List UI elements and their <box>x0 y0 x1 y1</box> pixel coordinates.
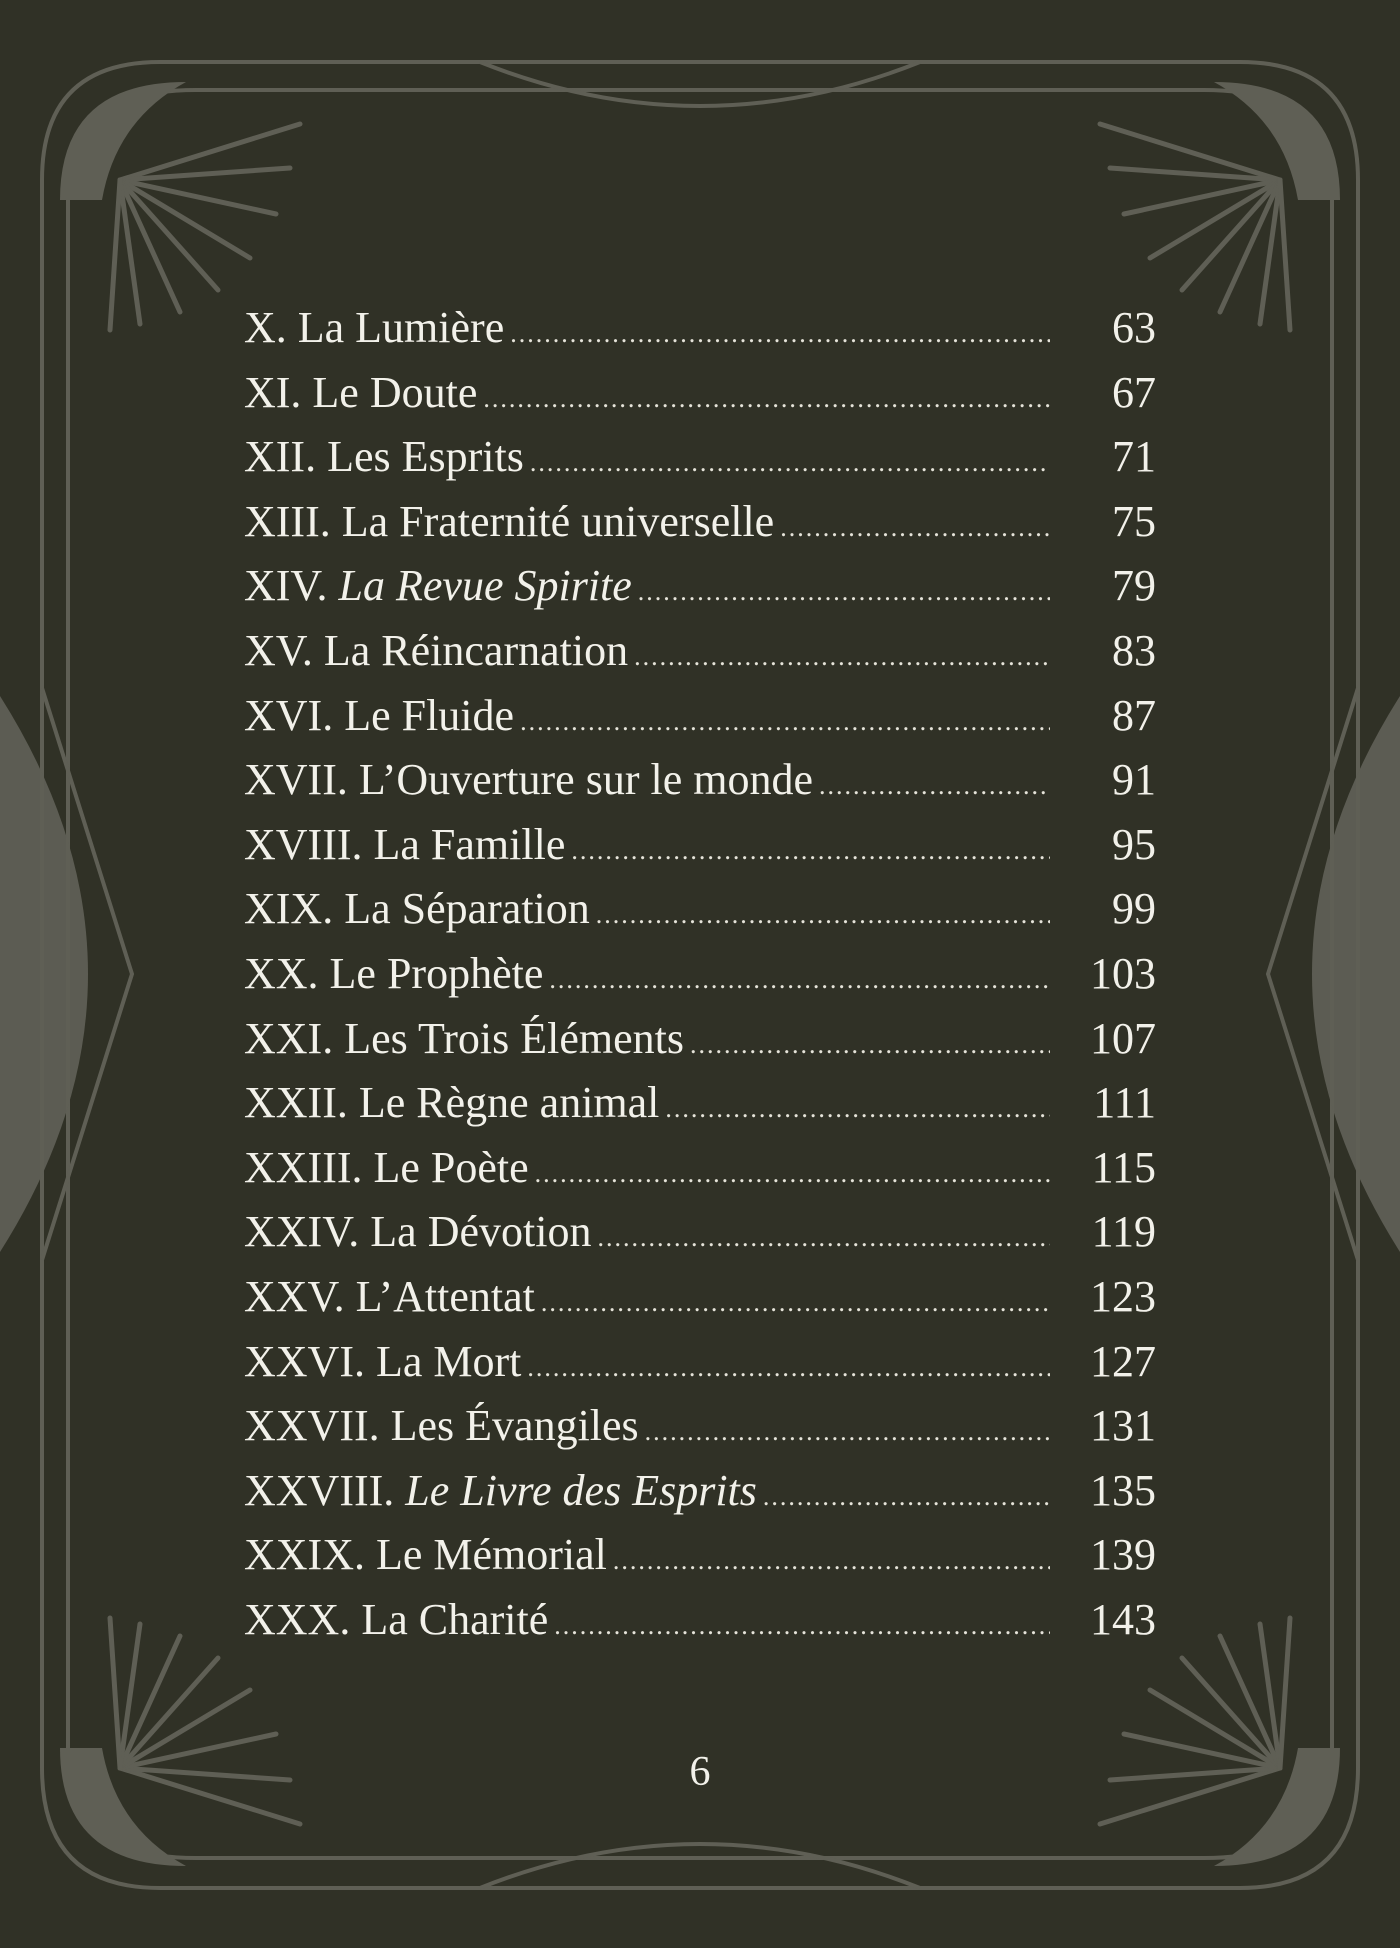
toc-entry-title-italic: Le Livre des Esprits <box>405 1465 757 1515</box>
toc-dot-leader <box>549 948 1050 1013</box>
toc-entry-title: XIII. La Fraternité universelle <box>244 496 775 546</box>
toc-entry <box>244 1265 1156 1330</box>
toc-dot-leader <box>527 1336 1050 1401</box>
toc-entry <box>244 1200 1156 1265</box>
toc-entry-page: 107 <box>1090 1013 1156 1063</box>
toc-entry-title: XVI. Le Fluide <box>244 690 515 740</box>
toc-entry-page: 63 <box>1112 303 1156 352</box>
right-halfmoon <box>1312 696 1400 1252</box>
toc-entry-page: 123 <box>1090 1271 1156 1321</box>
toc-entry-title-number: XXVIII. <box>244 1465 406 1515</box>
toc-entry-page: 71 <box>1112 432 1156 482</box>
toc-entry-title: XV. La Réincarnation <box>244 625 629 675</box>
toc-entry-page: 139 <box>1090 1530 1156 1580</box>
toc-entry-title: XXX. La Charité <box>244 1594 549 1644</box>
toc-dot-leader <box>780 496 1050 561</box>
page-number: 6 <box>689 1749 711 1795</box>
toc-entry <box>244 1330 1156 1395</box>
toc-dot-leader <box>530 431 1050 496</box>
toc-entry <box>244 1523 1156 1588</box>
toc-entry-page: 75 <box>1112 496 1156 546</box>
toc-dot-leader <box>597 1206 1050 1271</box>
toc-entry <box>244 1136 1156 1201</box>
toc-entry-title: XXVI. La Mort <box>244 1336 522 1386</box>
toc-dot-leader <box>510 302 1050 367</box>
toc-entry-title: XVII. L’Ouverture sur le monde <box>244 755 813 805</box>
toc-entry-page: 135 <box>1090 1465 1156 1515</box>
left-halfmoon <box>0 696 88 1252</box>
table-of-contents <box>244 296 1156 1652</box>
toc-dot-leader <box>554 1594 1050 1659</box>
toc-entry <box>244 748 1156 813</box>
toc-entry <box>244 1394 1156 1459</box>
toc-entry-title: XXV. L’Attentat <box>244 1271 535 1321</box>
toc-entry-page: 67 <box>1112 367 1156 417</box>
toc-entry-title: XXIII. Le Poète <box>244 1142 529 1192</box>
toc-entry <box>244 813 1156 878</box>
toc-entry-title <box>244 554 632 619</box>
toc-entry <box>244 554 1156 619</box>
toc-entry <box>244 1071 1156 1136</box>
toc-dot-leader <box>541 1271 1050 1336</box>
toc-entry-title: XXIX. Le Mémorial <box>244 1530 607 1580</box>
toc-entry-page: 79 <box>1112 561 1156 611</box>
toc-entry <box>244 425 1156 490</box>
toc-entry-page: 127 <box>1090 1336 1156 1386</box>
toc-entry-title: XI. Le Doute <box>244 367 478 417</box>
toc-dot-leader <box>638 560 1050 625</box>
top-arc <box>480 62 920 106</box>
toc-entry-title: XXII. Le Règne animal <box>244 1078 660 1128</box>
toc-entry-title: XXI. Les Trois Éléments <box>244 1013 684 1063</box>
toc-dot-leader <box>535 1142 1050 1207</box>
toc-dot-leader <box>819 754 1050 819</box>
toc-entry <box>244 490 1156 555</box>
toc-entry-page: 87 <box>1112 690 1156 740</box>
toc-entry <box>244 1588 1156 1653</box>
toc-entry-page: 103 <box>1090 948 1156 998</box>
toc-entry-page: 99 <box>1112 884 1156 934</box>
toc-entry <box>244 296 1156 361</box>
toc-dot-leader <box>520 690 1050 755</box>
toc-dot-leader <box>690 1013 1050 1078</box>
toc-entry <box>244 942 1156 1007</box>
toc-entry <box>244 1007 1156 1072</box>
toc-entry-page: 83 <box>1112 625 1156 675</box>
toc-entry-title: XXVII. Les Évangiles <box>244 1401 639 1451</box>
toc-dot-leader <box>763 1465 1050 1530</box>
toc-entry-page: 131 <box>1090 1401 1156 1451</box>
toc-entry-page: 95 <box>1112 819 1156 869</box>
toc-entry <box>244 684 1156 749</box>
toc-entry <box>244 877 1156 942</box>
toc-entry-title: XIX. La Séparation <box>244 884 590 934</box>
toc-entry-title: XXIV. La Dévotion <box>244 1207 592 1257</box>
toc-entry <box>244 1459 1156 1524</box>
toc-entry <box>244 619 1156 684</box>
toc-entry-page: 143 <box>1090 1594 1156 1644</box>
toc-entry-title-italic: La Revue Spirite <box>338 561 632 611</box>
toc-entry-page: 91 <box>1112 755 1156 805</box>
toc-entry-page: 119 <box>1091 1207 1156 1257</box>
toc-entry-page: 115 <box>1091 1142 1156 1192</box>
toc-entry-title <box>244 1459 757 1524</box>
toc-dot-leader <box>571 819 1050 884</box>
toc-dot-leader <box>596 883 1050 948</box>
toc-entry <box>244 361 1156 426</box>
toc-dot-leader <box>645 1400 1050 1465</box>
toc-dot-leader <box>613 1529 1050 1594</box>
toc-entry-title: XX. Le Prophète <box>244 948 544 998</box>
bottom-arc <box>480 1844 920 1888</box>
toc-entry-title: XVIII. La Famille <box>244 819 566 869</box>
toc-dot-leader <box>665 1077 1050 1142</box>
toc-entry-page: 111 <box>1093 1078 1156 1128</box>
toc-dot-leader <box>483 367 1050 432</box>
toc-dot-leader <box>634 625 1050 690</box>
toc-entry-title: XII. Les Esprits <box>244 432 524 482</box>
toc-entry-title: X. La Lumière <box>244 303 505 352</box>
toc-entry-title-number: XIV. <box>244 561 339 611</box>
